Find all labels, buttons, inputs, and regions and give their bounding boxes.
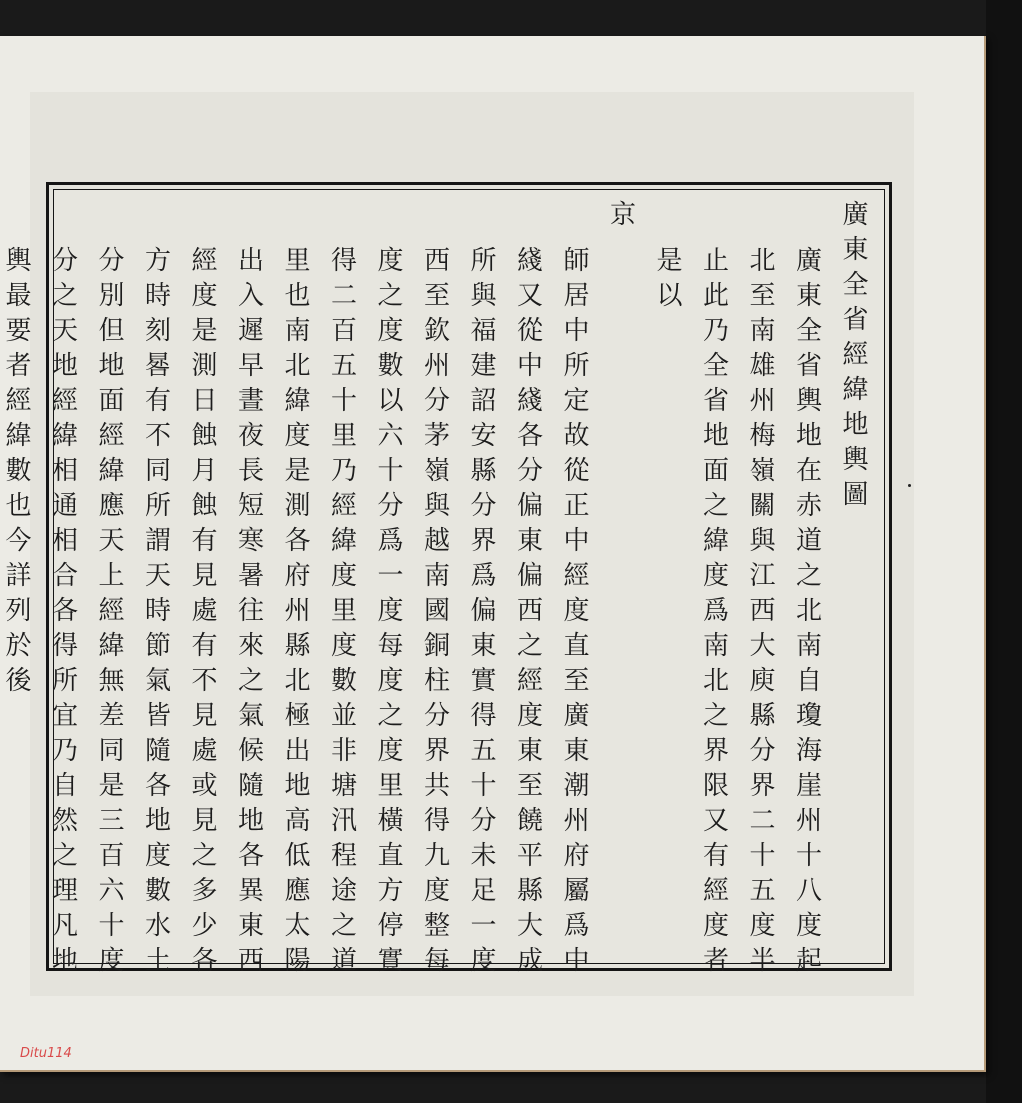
elevated-text-column: 京 bbox=[605, 200, 636, 235]
text-column: 輿最要者經緯數也今詳列於後 bbox=[1, 246, 31, 701]
ink-dot bbox=[908, 484, 911, 487]
text-frame-inner bbox=[1, 189, 885, 981]
text-column: 里也南北緯度是測各府州縣北極出地高低應太陽 bbox=[280, 246, 310, 981]
text-column: 方時刻晷有不同所謂天時節氣皆隨各地度數水土 bbox=[140, 246, 171, 981]
text-column: 北至南雄州梅嶺關與江西大庾縣分界二十五度半 bbox=[745, 246, 775, 981]
text-column: 西至欽州分茅嶺與越南國銅柱分界共得九度整每 bbox=[419, 246, 450, 981]
text-column: 是以 bbox=[652, 246, 682, 316]
text-frame bbox=[1, 182, 892, 981]
text-column: 綫又從中綫各分偏東偏西之經度東至饒平縣大成 bbox=[512, 246, 543, 981]
watermark: Ditu114 bbox=[20, 1046, 72, 1061]
text-column: 分之天地經緯相通相合各得所宜乃自然之理凡地 bbox=[47, 246, 78, 981]
text-column: 所與福建詔安縣分界爲偏東實得五十分未足一度 bbox=[466, 246, 496, 981]
text-column: 出入遲早晝夜長短寒暑往來之氣候隨地各異東西 bbox=[233, 246, 264, 981]
text-column: 分別但地面經緯應天上經緯無差同是三百六十度 bbox=[94, 246, 124, 981]
text-column: 度之度數以六十分爲一度每度之度里橫直方停實 bbox=[373, 246, 403, 981]
document-title: 廣東全省經緯地輿圖 bbox=[838, 200, 868, 515]
text-column: 止此乃全省地面之緯度爲南北之界限又有經度者 bbox=[698, 246, 729, 981]
text-column: 廣東全省輿地在赤道之北南自瓊海崖州十八度起 bbox=[791, 246, 822, 981]
text-column: 得二百五十里乃經緯度里度數並非塘汛程途之道 bbox=[326, 246, 357, 981]
text-column: 經度是測日蝕月蝕有見處有不見處或見之多少各 bbox=[187, 246, 217, 981]
text-column: 師居中所定故從正中經度直至廣東潮州府屬爲中 bbox=[559, 246, 589, 981]
background-edge bbox=[986, 0, 1022, 1103]
vertical-text-block bbox=[1, 198, 876, 981]
